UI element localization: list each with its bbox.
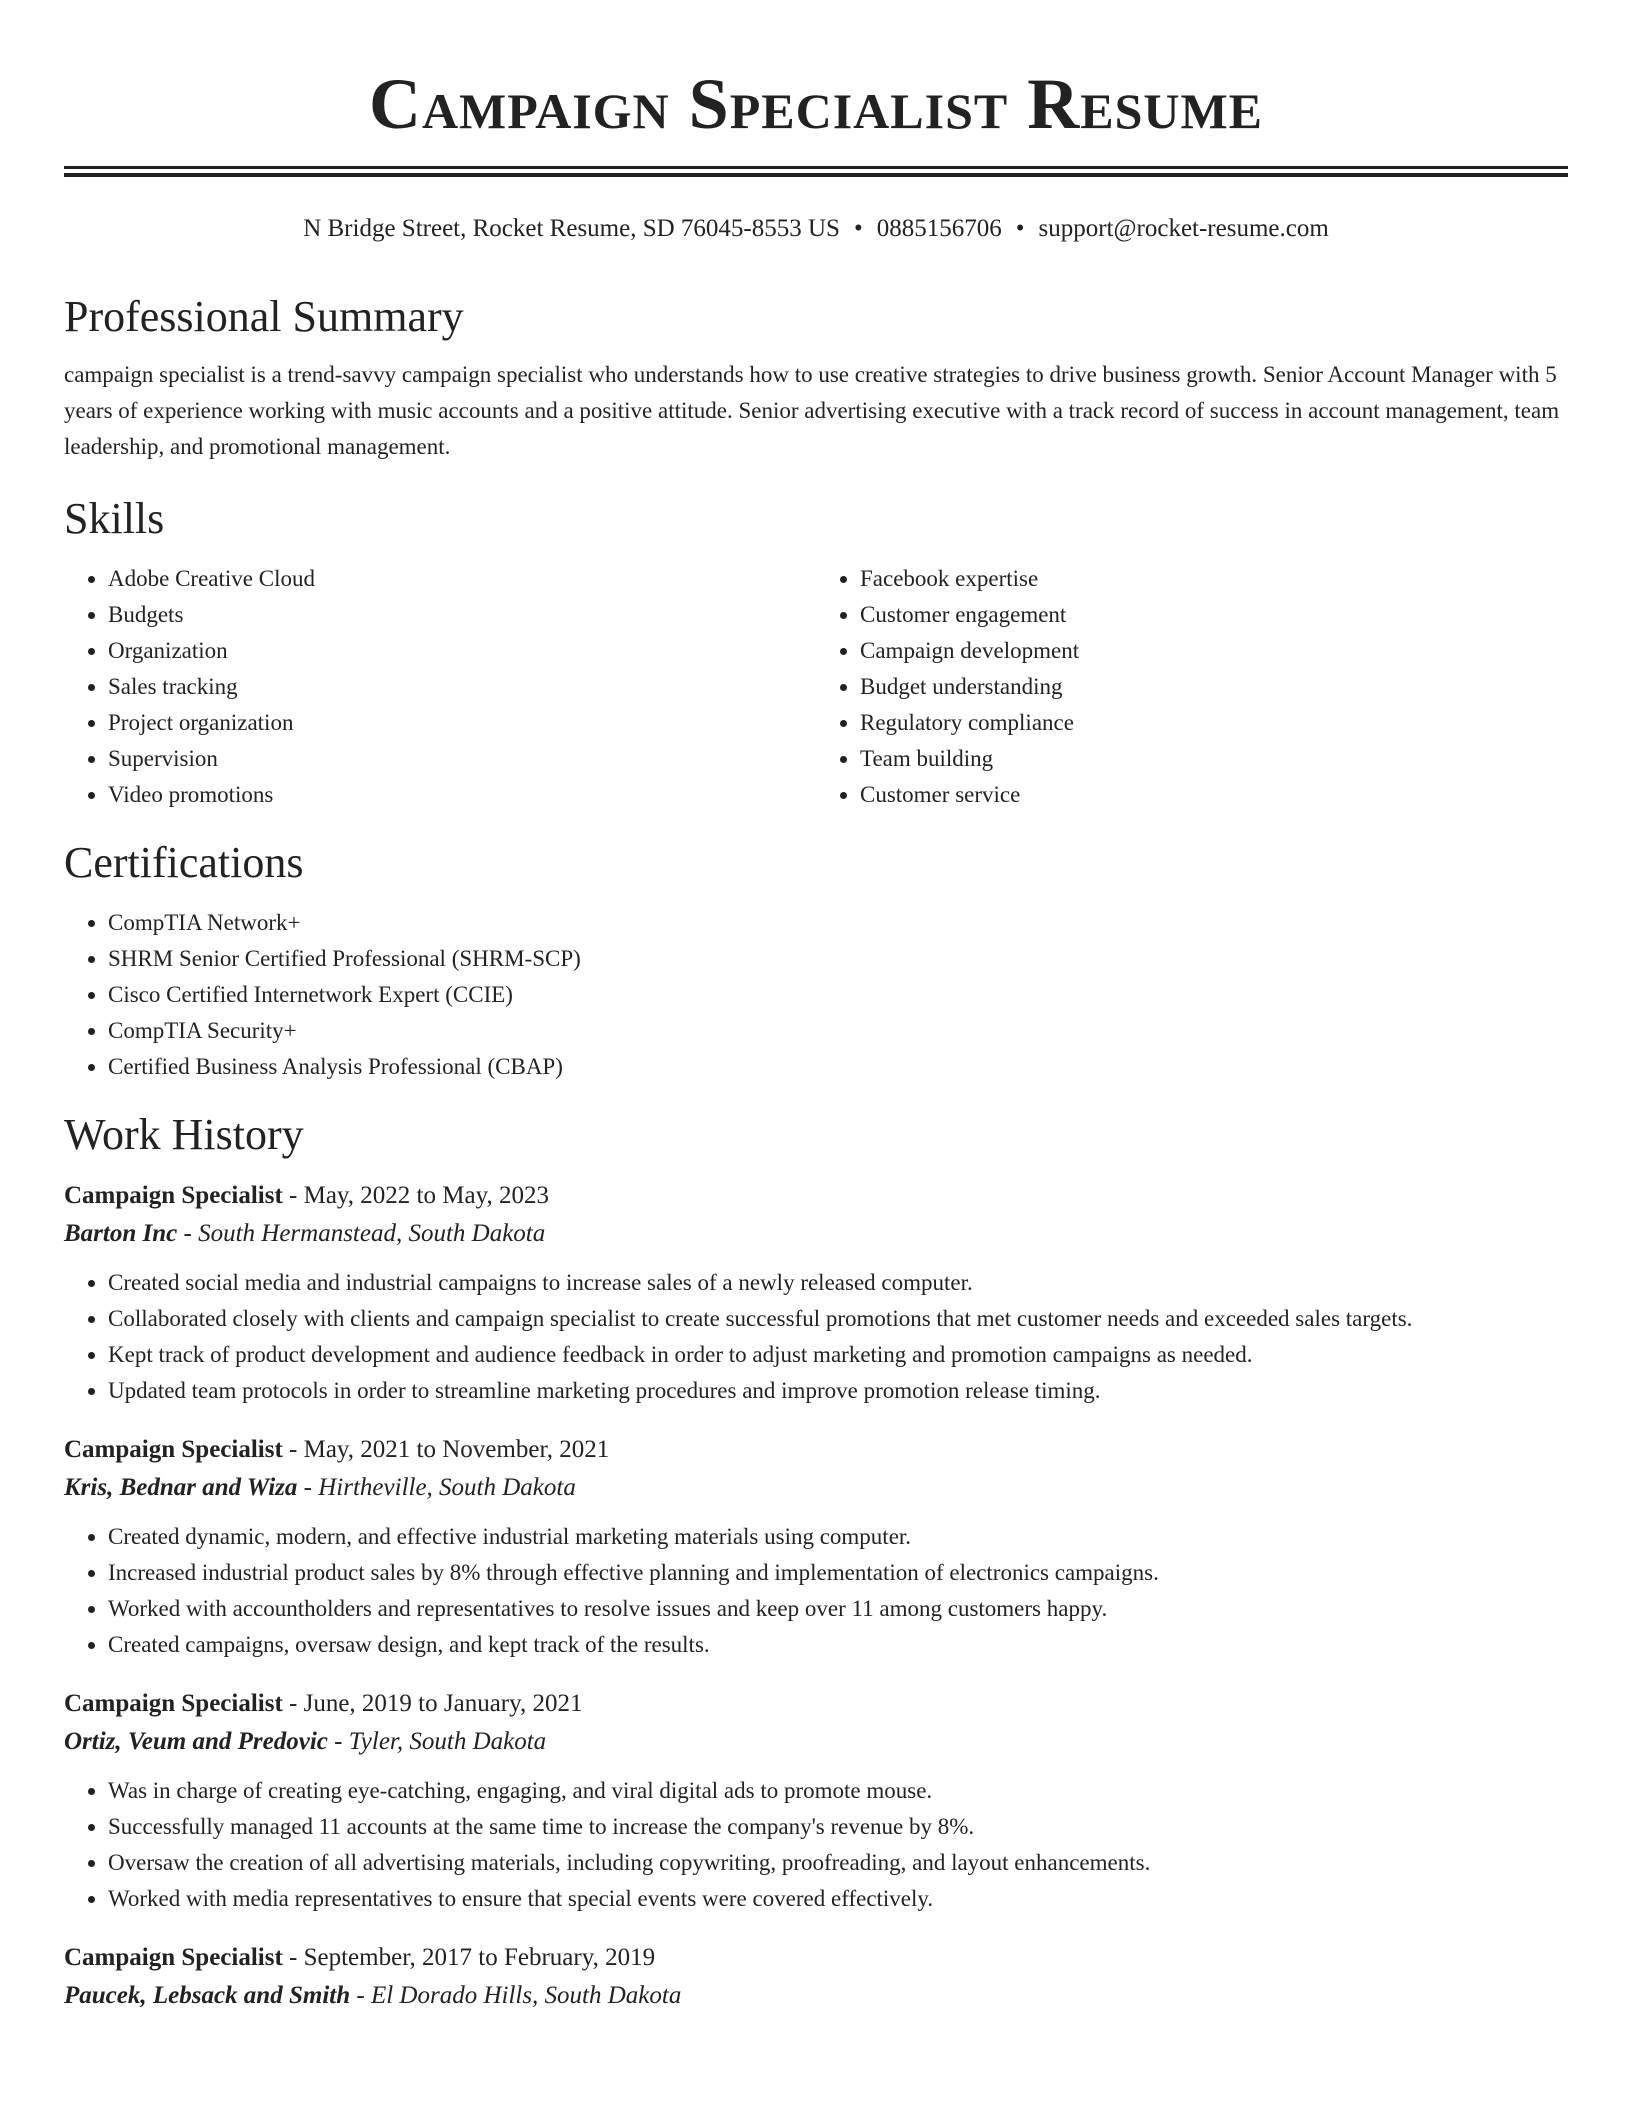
skills-list-right <box>816 561 1568 813</box>
skills-list-left <box>64 561 816 813</box>
job-title-line <box>64 1431 1568 1469</box>
skills-grid <box>64 561 1568 813</box>
job-location: El Dorado Hills, South Dakota <box>370 1982 682 2009</box>
job-bullet: • Successfully managed 11 accounts at the same time to increase the company's revenue by 8%. <box>108 1809 1568 1845</box>
job-bullet: • Created social media and industrial campaigns to increase sales of a newly released computer. <box>108 1265 1568 1301</box>
job-dash: - <box>282 1944 304 1971</box>
contact-phone: 0885156706 <box>876 215 1002 242</box>
certification-item: • CompTIA Network+ <box>108 905 1568 941</box>
job-location: Tyler, South Dakota <box>348 1728 547 1755</box>
job-bullets <box>64 1773 1568 1917</box>
job-bullets <box>64 1519 1568 1663</box>
certification-item: • Certified Business Analysis Professional (CBAP) <box>108 1049 1568 1085</box>
job-bullet: • Worked with media representatives to ensure that special events were covered effectively. <box>108 1881 1568 1917</box>
certifications-list <box>64 905 1568 1085</box>
job-dash: - <box>282 1690 304 1717</box>
resume-page <box>64 0 1568 2015</box>
skill-item: • Customer service <box>860 777 1568 813</box>
job-bullet: • Was in charge of creating eye-catching, engaging, and viral digital ads to promote mouse. <box>108 1773 1568 1809</box>
job-dates: May, 2021 to November, 2021 <box>303 1436 610 1463</box>
work-history-heading: Work History <box>64 1110 304 1159</box>
job-dash: - <box>350 1982 371 2009</box>
contact-separator: • <box>853 215 863 242</box>
job-dash: - <box>297 1474 319 1501</box>
job-dash: - <box>177 1220 199 1247</box>
job-company: Paucek, Lebsack and Smith <box>64 1982 351 2009</box>
job-company: Kris, Bednar and Wiza <box>64 1474 298 1501</box>
job-bullet: • Increased industrial product sales by 8% through effective planning and implementation of electronics campaigns. <box>108 1555 1568 1591</box>
title-divider <box>64 166 1568 177</box>
job-company: Barton Inc <box>64 1220 178 1247</box>
skill-item: • Organization <box>108 633 816 669</box>
certification-item: • SHRM Senior Certified Professional (SHRM-SCP) <box>108 941 1568 977</box>
job-role: Campaign Specialist <box>64 1944 283 1971</box>
job-role: Campaign Specialist <box>64 1690 283 1717</box>
job-company: Ortiz, Veum and Predovic <box>64 1728 328 1755</box>
certifications-heading: Certifications <box>64 838 304 887</box>
job-company-line <box>64 1977 1568 2015</box>
job-company-line <box>64 1469 1568 1507</box>
job-bullet: • Kept track of product development and audience feedback in order to adjust marketing and promotion campaigns as needed. <box>108 1337 1568 1373</box>
job-dates: June, 2019 to January, 2021 <box>303 1690 583 1717</box>
skill-item: • Budgets <box>108 597 816 633</box>
job-title-line <box>64 1939 1568 1977</box>
contact-email: support@rocket-resume.com <box>1038 215 1329 242</box>
job-location: Hirtheville, South Dakota <box>318 1474 576 1501</box>
job-dates: May, 2022 to May, 2023 <box>303 1182 549 1209</box>
job-bullet: • Created campaigns, oversaw design, and kept track of the results. <box>108 1627 1568 1663</box>
job-dates: September, 2017 to February, 2019 <box>303 1944 656 1971</box>
contact-address: N Bridge Street, Rocket Resume, SD 76045-8553 US <box>303 215 840 242</box>
skill-item: • Video promotions <box>108 777 816 813</box>
skill-item: • Customer engagement <box>860 597 1568 633</box>
job-entry <box>64 1431 1568 1663</box>
job-role: Campaign Specialist <box>64 1182 283 1209</box>
skill-item: • Facebook expertise <box>860 561 1568 597</box>
contact-separator: • <box>1015 215 1025 242</box>
skill-item: • Adobe Creative Cloud <box>108 561 816 597</box>
job-bullets <box>64 1265 1568 1409</box>
job-role: Campaign Specialist <box>64 1436 283 1463</box>
job-bullet: • Worked with accountholders and representatives to resolve issues and keep over 11 among customers happy. <box>108 1591 1568 1627</box>
certification-item: • CompTIA Security+ <box>108 1013 1568 1049</box>
summary-heading: Professional Summary <box>64 292 464 341</box>
job-dash: - <box>282 1436 304 1463</box>
skill-item: • Campaign development <box>860 633 1568 669</box>
skills-heading: Skills <box>64 494 165 543</box>
job-bullet: • Created dynamic, modern, and effective industrial marketing materials using computer. <box>108 1519 1568 1555</box>
skill-item: • Project organization <box>108 705 816 741</box>
job-company-line <box>64 1215 1568 1253</box>
page-title: Campaign Specialist Resume <box>368 64 1264 144</box>
job-dash: - <box>282 1182 304 1209</box>
job-title-line <box>64 1177 1568 1215</box>
job-company-line <box>64 1723 1568 1761</box>
contact-line <box>64 211 1568 247</box>
job-location: South Hermanstead, South Dakota <box>198 1220 546 1247</box>
job-dash: - <box>327 1728 349 1755</box>
skill-item: • Team building <box>860 741 1568 777</box>
skill-item: • Sales tracking <box>108 669 816 705</box>
job-entry <box>64 1685 1568 1917</box>
skill-item: • Budget understanding <box>860 669 1568 705</box>
job-bullet: • Oversaw the creation of all advertising materials, including copywriting, proofreading, and layout enhancements. <box>108 1845 1568 1881</box>
skill-item: • Regulatory compliance <box>860 705 1568 741</box>
job-bullet: • Collaborated closely with clients and campaign specialist to create successful promotions that met customer needs and exceeded sales targets. <box>108 1301 1568 1337</box>
summary-text: campaign specialist is a trend-savvy campaign specialist who understands how to use creative strategies to drive business growth. Senior Account Manager with 5 years of experience working with music accounts and a positive attitude. Senior advertising executive with a track record of success in account management, team leadership, and promotional management. <box>64 362 1560 459</box>
certification-item: • Cisco Certified Internetwork Expert (CCIE) <box>108 977 1568 1013</box>
skill-item: • Supervision <box>108 741 816 777</box>
job-title-line <box>64 1685 1568 1723</box>
job-bullet: • Updated team protocols in order to streamline marketing procedures and improve promotion release timing. <box>108 1373 1568 1409</box>
job-entry <box>64 1177 1568 1409</box>
job-entry <box>64 1939 1568 2015</box>
